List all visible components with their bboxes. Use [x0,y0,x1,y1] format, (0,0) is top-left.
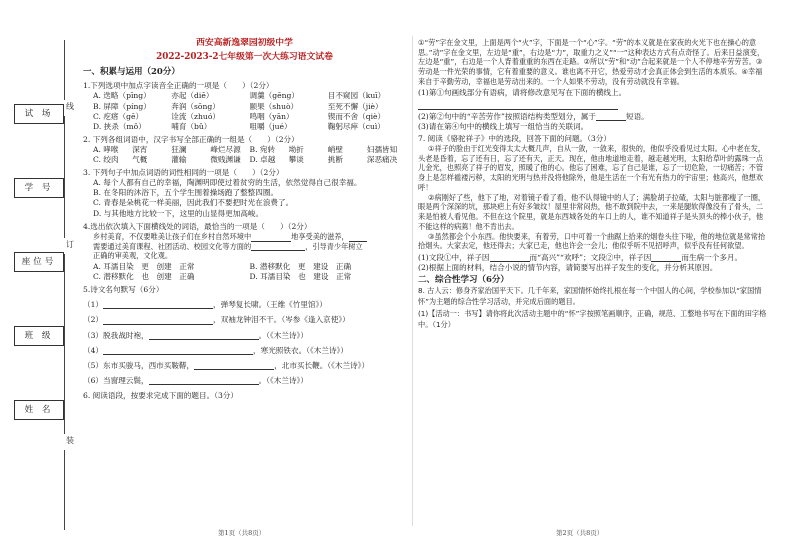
page-number-left: 第1页（共8页） [218,529,266,537]
option: 坳折 [288,144,304,154]
item-pre: （6）当窗理云鬓， [83,375,149,385]
question-3: 3. 下列句子中加点词语的词性相同的一项是（ ）（2分） [83,168,284,178]
q3-option: D. 与其他地方比较一下，这里的山显得更加高峻。 [93,208,264,218]
option: 妇孺皆知 [366,144,398,154]
item-pre: （5）东市买骏马，西市买鞍鞯， [83,360,195,370]
sub-text: 而生病一个多月。 [681,252,743,262]
sub-text: 而“高兴”“欢呼”；文段②中，祥子因 [529,252,652,262]
q5-item [83,376,406,385]
sub-text: (1)文段①中，祥子因 [418,252,490,262]
item-post: ，双袖龙钟泪不干。（岑参《逢入京使》） [213,315,350,325]
fold-rule [64,254,65,434]
item-post: 。（《木兰诗》） [258,375,308,385]
option: 深恶痛决 [366,155,398,165]
q5-item [83,331,406,340]
answer-blank[interactable] [490,261,530,262]
answer-blank[interactable] [149,339,259,340]
item-pre: （3）脱我战时袍， [83,330,149,340]
option: A. 迭略（pīng） [93,91,151,101]
fold-rule [64,116,65,238]
option: 奔润（sōng） [171,101,220,111]
binding-sidebar [0,0,72,543]
option: 至死不懈（jiè） [327,101,383,111]
option: 灌输 [171,155,187,165]
fold-word-line: 线 [66,102,74,111]
answer-blank[interactable] [194,369,274,370]
q3-option: B. 在冬阳的沐浴下，五个学生围着操场跑了整整四圈。 [93,188,279,198]
right-page [418,38,768,332]
option: 微贱渊谦 [210,155,241,165]
option: 锲而不舍（qiè） [327,111,386,121]
passage-text: 正确的审美观，文化观。 [93,251,173,261]
student-number-box: 学 号 [14,178,64,198]
page-divider [412,36,413,526]
q7-passage-3: ③虽然都会个小东西。他快要来，有着劳，口中可着一个曲踞上拾来的烟卷头往下啦，他的地位就是常常抬拾烟头。大家去定，他还得去；大家已走，他也许会一会儿；他似乎听不见招呼声，似乎没有任何欲望。 [418,231,766,251]
option: 气概 [132,155,148,165]
option: B. 宛转 [249,144,276,154]
question-2: 2. 下列各组词语中，汉字书写全部正确的一组是（ ）（2分） [83,134,299,144]
passage-text: 需要通过美育课程、社团活动、校园文化等方面的 [93,241,252,251]
q7-passage-2: ②病刚好了些，他下了地，对着镜子看了看，他不认得镜中的人了；满脸胡子拉碴，太阳与脏都瘦了一圈，眼是两个深深的坑，那块疤上有好多皱纹！屋里非常闷热，他不敢到院中去，一来是腿软得像没有了骨头，二来是怕被人看见他。不但在这个院里，就是东西城各处的车口上的人，谁不知道祥子是头顶头的棒小伙子，他不能这样的病蔫！他不肯出去。 [418,192,766,231]
q1-option-row [83,122,406,131]
item-post: 。（《木兰诗》） [258,330,308,340]
answer-blank[interactable] [651,261,681,262]
option: D. 耳濡目染 也 建设 正常 [249,272,352,282]
option: C. 疙瘩（gē） [93,111,144,121]
answer-blank[interactable] [103,308,213,309]
question-8: 8. 古人云：修身齐家治国平天下。几千年来，家国情怀始终扎根在每一个中国人的心间，学校参加以“家国情怀”为主题的综合性学习活动，并完成后面的题目。 [418,286,762,307]
school-name: 西安高新逸翠园初级中学 [196,38,293,48]
q5-item [83,315,406,324]
option: D. 卓越 [249,155,276,165]
q7-passage-1: ①祥子的脸由于红光变得太太大概几声，自从一敛，一敛来，很快的，他似乎没看见过太阳。心中老在发，头老是昏着，忘了还有日，忘了还有天，正天。现在，他由地道地走着，越走越光明，太阳给草叶的露珠一点儿金光，也照亮了祥子的眉发，照暖了他的心。他忘了困难，忘了自己是谁，忘了一切危险，一切痛苦；不管身上是怎样褴褛污秽，太阳的光明与热并没将他除外，他是生活在一个有光有热力的宇宙里；他高兴，他想欢呼！ [418,144,766,192]
item-pre: （4） [83,345,104,355]
option: 目不窥园（kuī） [327,91,386,101]
option: 鸣咽（yān） [249,111,294,121]
question-6: 6. 阅读语段，按要求完成下面的题目。（3分） [83,390,238,400]
q3-option: C. 青春是朵桃花一样美丽，因此我们不要把时光在浪费了。 [93,198,294,208]
option: A. 哮喉 [93,144,119,154]
option: 调羹（gēng） [249,91,299,101]
q7-sub-1 [418,253,768,262]
q5-item [83,300,406,309]
answer-blank[interactable] [251,241,291,242]
passage-text: ，引导青少年树立 [305,241,363,251]
option: 诠流（zhuó） [171,111,220,121]
answer-blank[interactable] [596,120,626,121]
item-post: ，弹琴复长啸。（王维《竹里馆》） [213,300,327,310]
option: 峭壁 [327,144,343,154]
sub-text: 短语。 [626,111,649,121]
question-5: 5.诗文名句默写（6分） [83,285,164,295]
exam-room-box: 试 场 [14,104,64,124]
question-1: 1.下列选项中加点字读音全正确的一项是（ ）（2分） [83,81,274,91]
option: B. 屏障（píng） [93,101,151,111]
answer-line[interactable] [418,99,618,110]
question-7: 7. 阅读《骆驼祥子》中的选段，回答下面的问题。（3分） [418,133,611,143]
answer-blank[interactable] [251,250,305,251]
option: 狂澜 [171,144,187,154]
option: B. 潜移默化 更 建设 正确 [249,261,352,271]
q5-item [83,346,406,355]
class-box: 班 级 [14,326,64,346]
option: D. 挟杀（mǒ） [93,121,146,131]
exam-title: 2022-2023-2七年级第一次大练习语文试卷 [156,51,333,62]
q1-option-row [83,91,406,100]
q2-option-row [83,155,406,164]
q4-passage [83,232,406,261]
passage-text: 地享受美的滋养， [291,231,349,241]
name-box: 姓 名 [14,400,64,420]
option: 颐果（shuò） [249,101,299,111]
fold-rule [64,450,65,530]
q1-option-row [83,112,406,121]
q3-option: A. 每个人都有自己的幸福，陶渊明即使过着贫穷的生活，依然觉得自己很幸福。 [93,178,362,188]
fold-rule [64,40,65,100]
q2-option-row [83,145,406,154]
question-4: 4.选出依次填入下面横线处的词语，最恰当的一项是（ ）（2分） [83,221,312,231]
passage-text: 乡村美育，不仅要唯美让孩子们在乡村自然环境中 [93,231,252,241]
item-pre: （2） [83,315,104,325]
answer-blank[interactable] [103,354,253,355]
option: 鞠躬尽瘁（cuì） [327,121,385,131]
option: 咀嚼（jué） [249,121,292,131]
answer-blank[interactable] [103,324,213,325]
answer-blank[interactable] [149,384,259,385]
q7-sub-2: (2)根据上面的材料，结合小说的情节内容，请简要写出祥子发生的变化，并分析其原因。 [418,263,718,273]
seat-number-box: 座位号 [14,252,64,272]
q6-sub-3: (3)请在第④句中的横线上填写一组恰当的关联词。 [418,121,589,131]
item-pre: （1） [83,300,104,310]
option: C. 绞肉 [93,155,119,165]
option: 亦起（diē） [171,91,214,101]
option: 深宵 [132,144,148,154]
section-1-heading: 一、积累与运用（20分） [83,67,180,78]
sub-text: (2)第②句中的“辛苦劳作”按照语结构类型划分，属于 [418,111,596,121]
option: 挑断 [327,155,343,165]
q4-option-row [83,262,406,271]
q1-option-row [83,102,406,111]
item-post: ，北市买长鞭。（《木兰诗》） [274,360,370,370]
fold-word-bind: 装 [66,436,74,445]
section-2-heading: 二、综合性学习（6分） [418,275,509,286]
q4-option-row [83,272,406,281]
page-number-right: 第2页（共8页） [556,529,604,537]
option: 攀谈 [288,155,304,165]
q6-sub-1: (1)第①句画线部分有语病，请将修改意见写在下面的横线上。 [418,87,627,97]
option: C. 潜移默化 也 创建 正确 [93,272,195,282]
fold-word-order: 订 [66,240,74,249]
option: 峰烂尽源 [210,144,241,154]
option: 哺育（bǔ） [171,121,212,131]
q6-passage: ①“劳”字在金文里，上面是两个“火”字，下面是一个“心”字。“劳”的本义就是在家夜的火光下也在操心的意思。”动”字在金文里，左边是“重”，右边是“力”，取重力之义”“一”这种表达方式有点奇怪了。后来日益演变，左边是“重”，右边是一个人背着重重的东西在走路。②所以“劳”和“动”合起来就是一个人不停地辛劳劳苦。③劳动是一件光荣的事情，它有着重要的意义。谁也离不开它，热爱劳动才会真正体会到生活的本质乐。④幸福来自于辛勤劳动，幸福也是劳动出来的。一个人如果不劳动，没有劳动就没有幸福。 [418,38,765,86]
q5-item [83,361,406,370]
q8-sub-1: (1)【活动一：书写】请你将此次活动主题中的“怀”字按照笔画顺序，正确，规范、工整地书写在下面的田字格中。（1分） [418,308,767,329]
left-page [83,38,406,401]
q6-sub-2 [418,112,768,121]
option: A. 耳濡目染 更 创建 正常 [93,261,195,271]
item-post: ，寒光照铁衣。（《木兰诗》） [253,345,348,355]
